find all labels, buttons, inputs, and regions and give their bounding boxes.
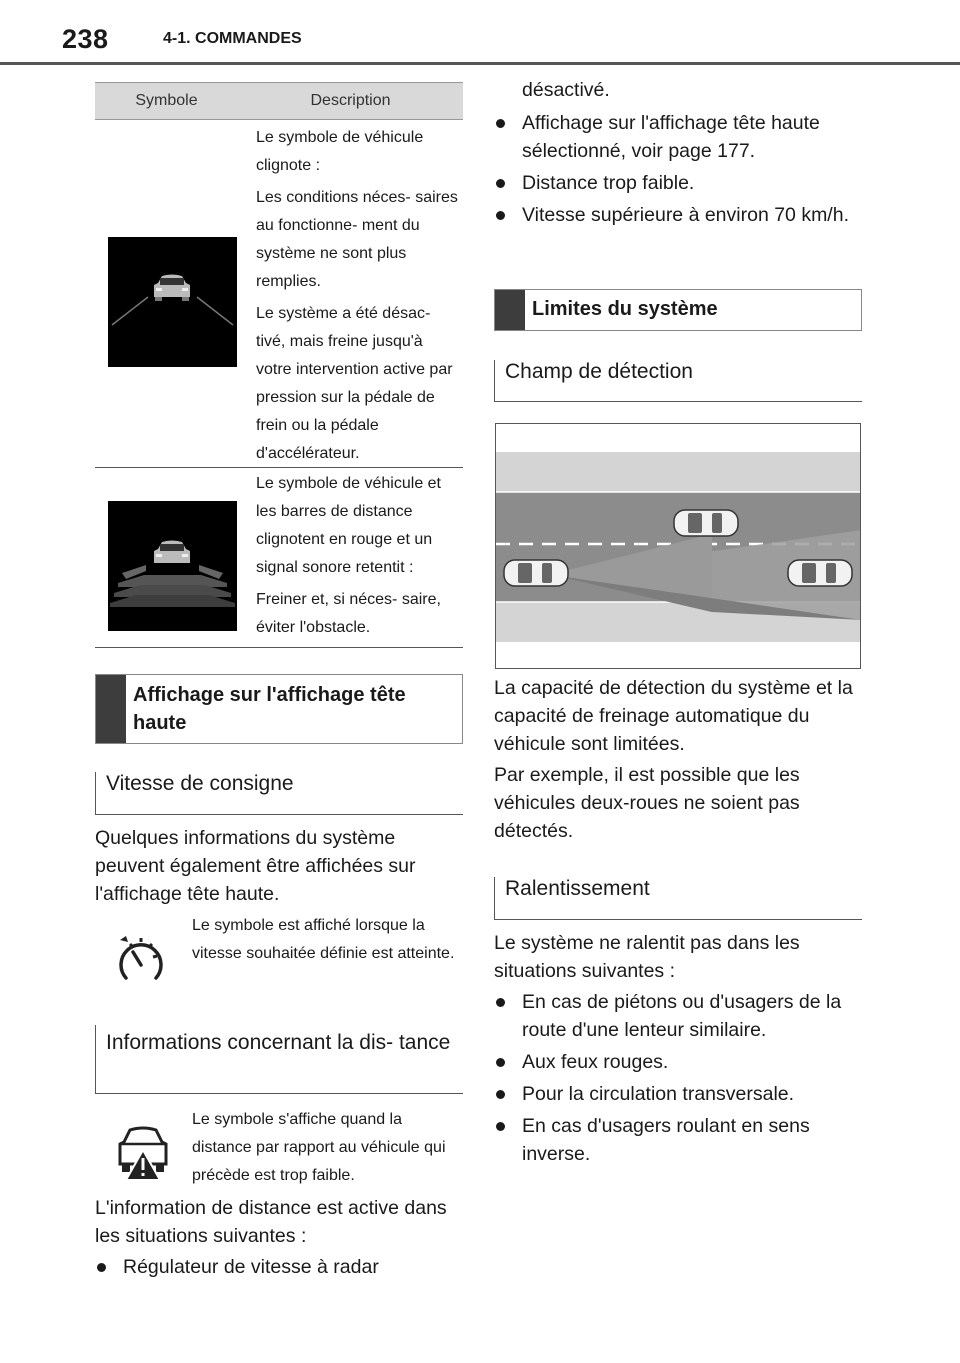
- col-symbol: Symbole: [135, 92, 198, 109]
- distance-heading: Informations concernant la dis- tance: [95, 1025, 463, 1094]
- speed-heading: Vitesse de consigne: [95, 772, 463, 815]
- row2-description: [256, 470, 461, 646]
- limits-heading: [494, 289, 862, 331]
- distance-icon-text: Le symbole s'affiche quand la distance par rapport au véhicule qui précède est trop faible.: [192, 1111, 446, 1184]
- header-divider: [0, 62, 960, 65]
- heading-accent: [96, 675, 126, 743]
- table-header: [95, 82, 463, 120]
- speedometer-icon: [116, 932, 166, 988]
- detection-field-diagram: [495, 423, 861, 669]
- list-item: Affichage sur l'affichage tête haute sélectionné, voir page 177.: [494, 109, 862, 165]
- row1-para2: Les conditions néces- saires au fonctionne- ment du système ne sont plus remplies.: [256, 189, 458, 290]
- row1-para1: Le symbole de véhicule clignote :: [256, 129, 424, 174]
- row1-para3: Le système a été désac- tivé, mais freine jusqu'à votre intervention active par pression sur la pédale de frein ou la pédale d'accélérateur.: [256, 305, 453, 462]
- car-warning-icon: [114, 1124, 172, 1182]
- section-title: 4-1. COMMANDES: [163, 30, 302, 47]
- continued-text: désactivé.: [522, 79, 610, 101]
- symbol-table: [95, 82, 463, 648]
- slow-text: Le système ne ralentit pas dans les situations suivantes :: [494, 932, 800, 982]
- heading-accent: [495, 290, 525, 330]
- row2-para1: Le symbole de véhicule et les barres de distance clignotent en rouge et un signal sonore retentit :: [256, 475, 441, 576]
- hud-heading: [95, 674, 463, 744]
- speed-icon-text: Le symbole est affiché lorsque la vitesse souhaitée définie est atteinte.: [192, 917, 455, 962]
- detection-heading: Champ de détection: [494, 360, 862, 402]
- table-row: [95, 468, 463, 648]
- table-row: [95, 120, 463, 468]
- top-bullets: [494, 109, 862, 233]
- distance-text: L'information de distance est active dans les situations suivantes :: [95, 1197, 447, 1247]
- list-item: En cas de piétons ou d'usagers de la route d'une lenteur similaire.: [494, 988, 862, 1044]
- list-item: En cas d'usagers roulant en sens inverse.: [494, 1112, 862, 1168]
- distance-bullets: [95, 1253, 463, 1285]
- limits-heading-text: Limites du système: [532, 298, 718, 320]
- page-header: [0, 0, 960, 66]
- list-item: Régulateur de vitesse à radar: [95, 1253, 463, 1281]
- detection-text-2: Par exemple, il est possible que les véhicules deux-roues ne soient pas détectés.: [494, 764, 800, 842]
- detection-text-1: La capacité de détection du système et la capacité de freinage automatique du véhicule sont limitées.: [494, 677, 853, 755]
- col-description: Description: [310, 92, 391, 109]
- hud-heading-text: Affichage sur l'affichage tête haute: [133, 684, 406, 734]
- speed-text: Quelques informations du système peuvent également être affichées sur l'affichage tête haute.: [95, 827, 416, 905]
- car-blinking-icon: [108, 237, 237, 367]
- list-item: Vitesse supérieure à environ 70 km/h.: [494, 201, 862, 229]
- row1-description: [256, 124, 461, 472]
- list-item: Aux feux rouges.: [494, 1048, 862, 1076]
- row2-para2: Freiner et, si néces- saire, éviter l'obstacle.: [256, 591, 441, 636]
- page-number: 238: [62, 24, 109, 54]
- slow-heading: Ralentissement: [494, 877, 862, 920]
- car-distance-bars-red-icon: [108, 501, 237, 631]
- list-item: Distance trop faible.: [494, 169, 862, 197]
- list-item: Pour la circulation transversale.: [494, 1080, 862, 1108]
- slow-bullets: [494, 988, 862, 1172]
